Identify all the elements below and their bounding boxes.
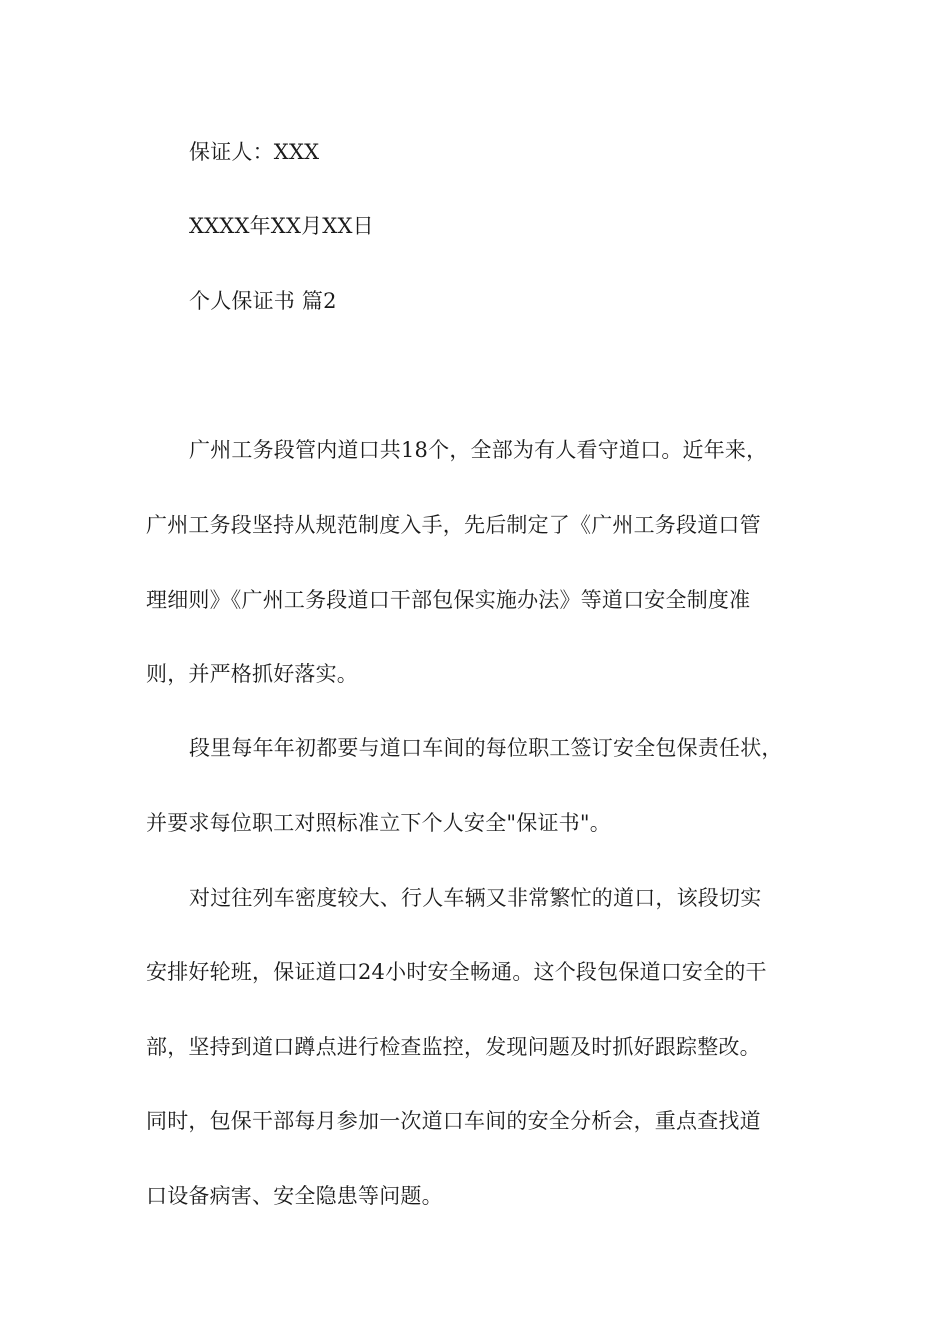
paragraph-line: 则，并严格抓好落实。 (146, 662, 358, 686)
paragraph-line: 口设备病害、安全隐患等问题。 (146, 1184, 443, 1208)
guarantor-line: 保证人：XXX (189, 140, 320, 164)
paragraph-line: 广州工务段管内道口共18个，全部为有人看守道口。近年来， (189, 438, 768, 462)
paragraph-line: 理细则》《广州工务段道口干部包保实施办法》等道口安全制度准 (146, 588, 751, 612)
section-title: 个人保证书 篇2 (189, 289, 337, 313)
paragraph-line: 段里每年年初都要与道口车间的每位职工签订安全包保责任状， (189, 736, 783, 760)
paragraph-line: 并要求每位职工对照标准立下个人安全"保证书"。 (146, 811, 611, 835)
paragraph-line: 对过往列车密度较大、行人车辆又非常繁忙的道口，该段切实 (189, 886, 762, 910)
paragraph-line: 同时，包保干部每月参加一次道口车间的安全分析会，重点查找道 (146, 1109, 761, 1133)
paragraph-line: 安排好轮班，保证道口24小时安全畅通。这个段包保道口安全的干 (146, 960, 767, 984)
date-line: XXXX年XX月XX日 (189, 214, 374, 238)
paragraph-line: 广州工务段坚持从规范制度入手，先后制定了《广州工务段道口管 (146, 513, 761, 537)
paragraph-line: 部，坚持到道口蹲点进行检查监控，发现问题及时抓好跟踪整改。 (146, 1035, 761, 1059)
